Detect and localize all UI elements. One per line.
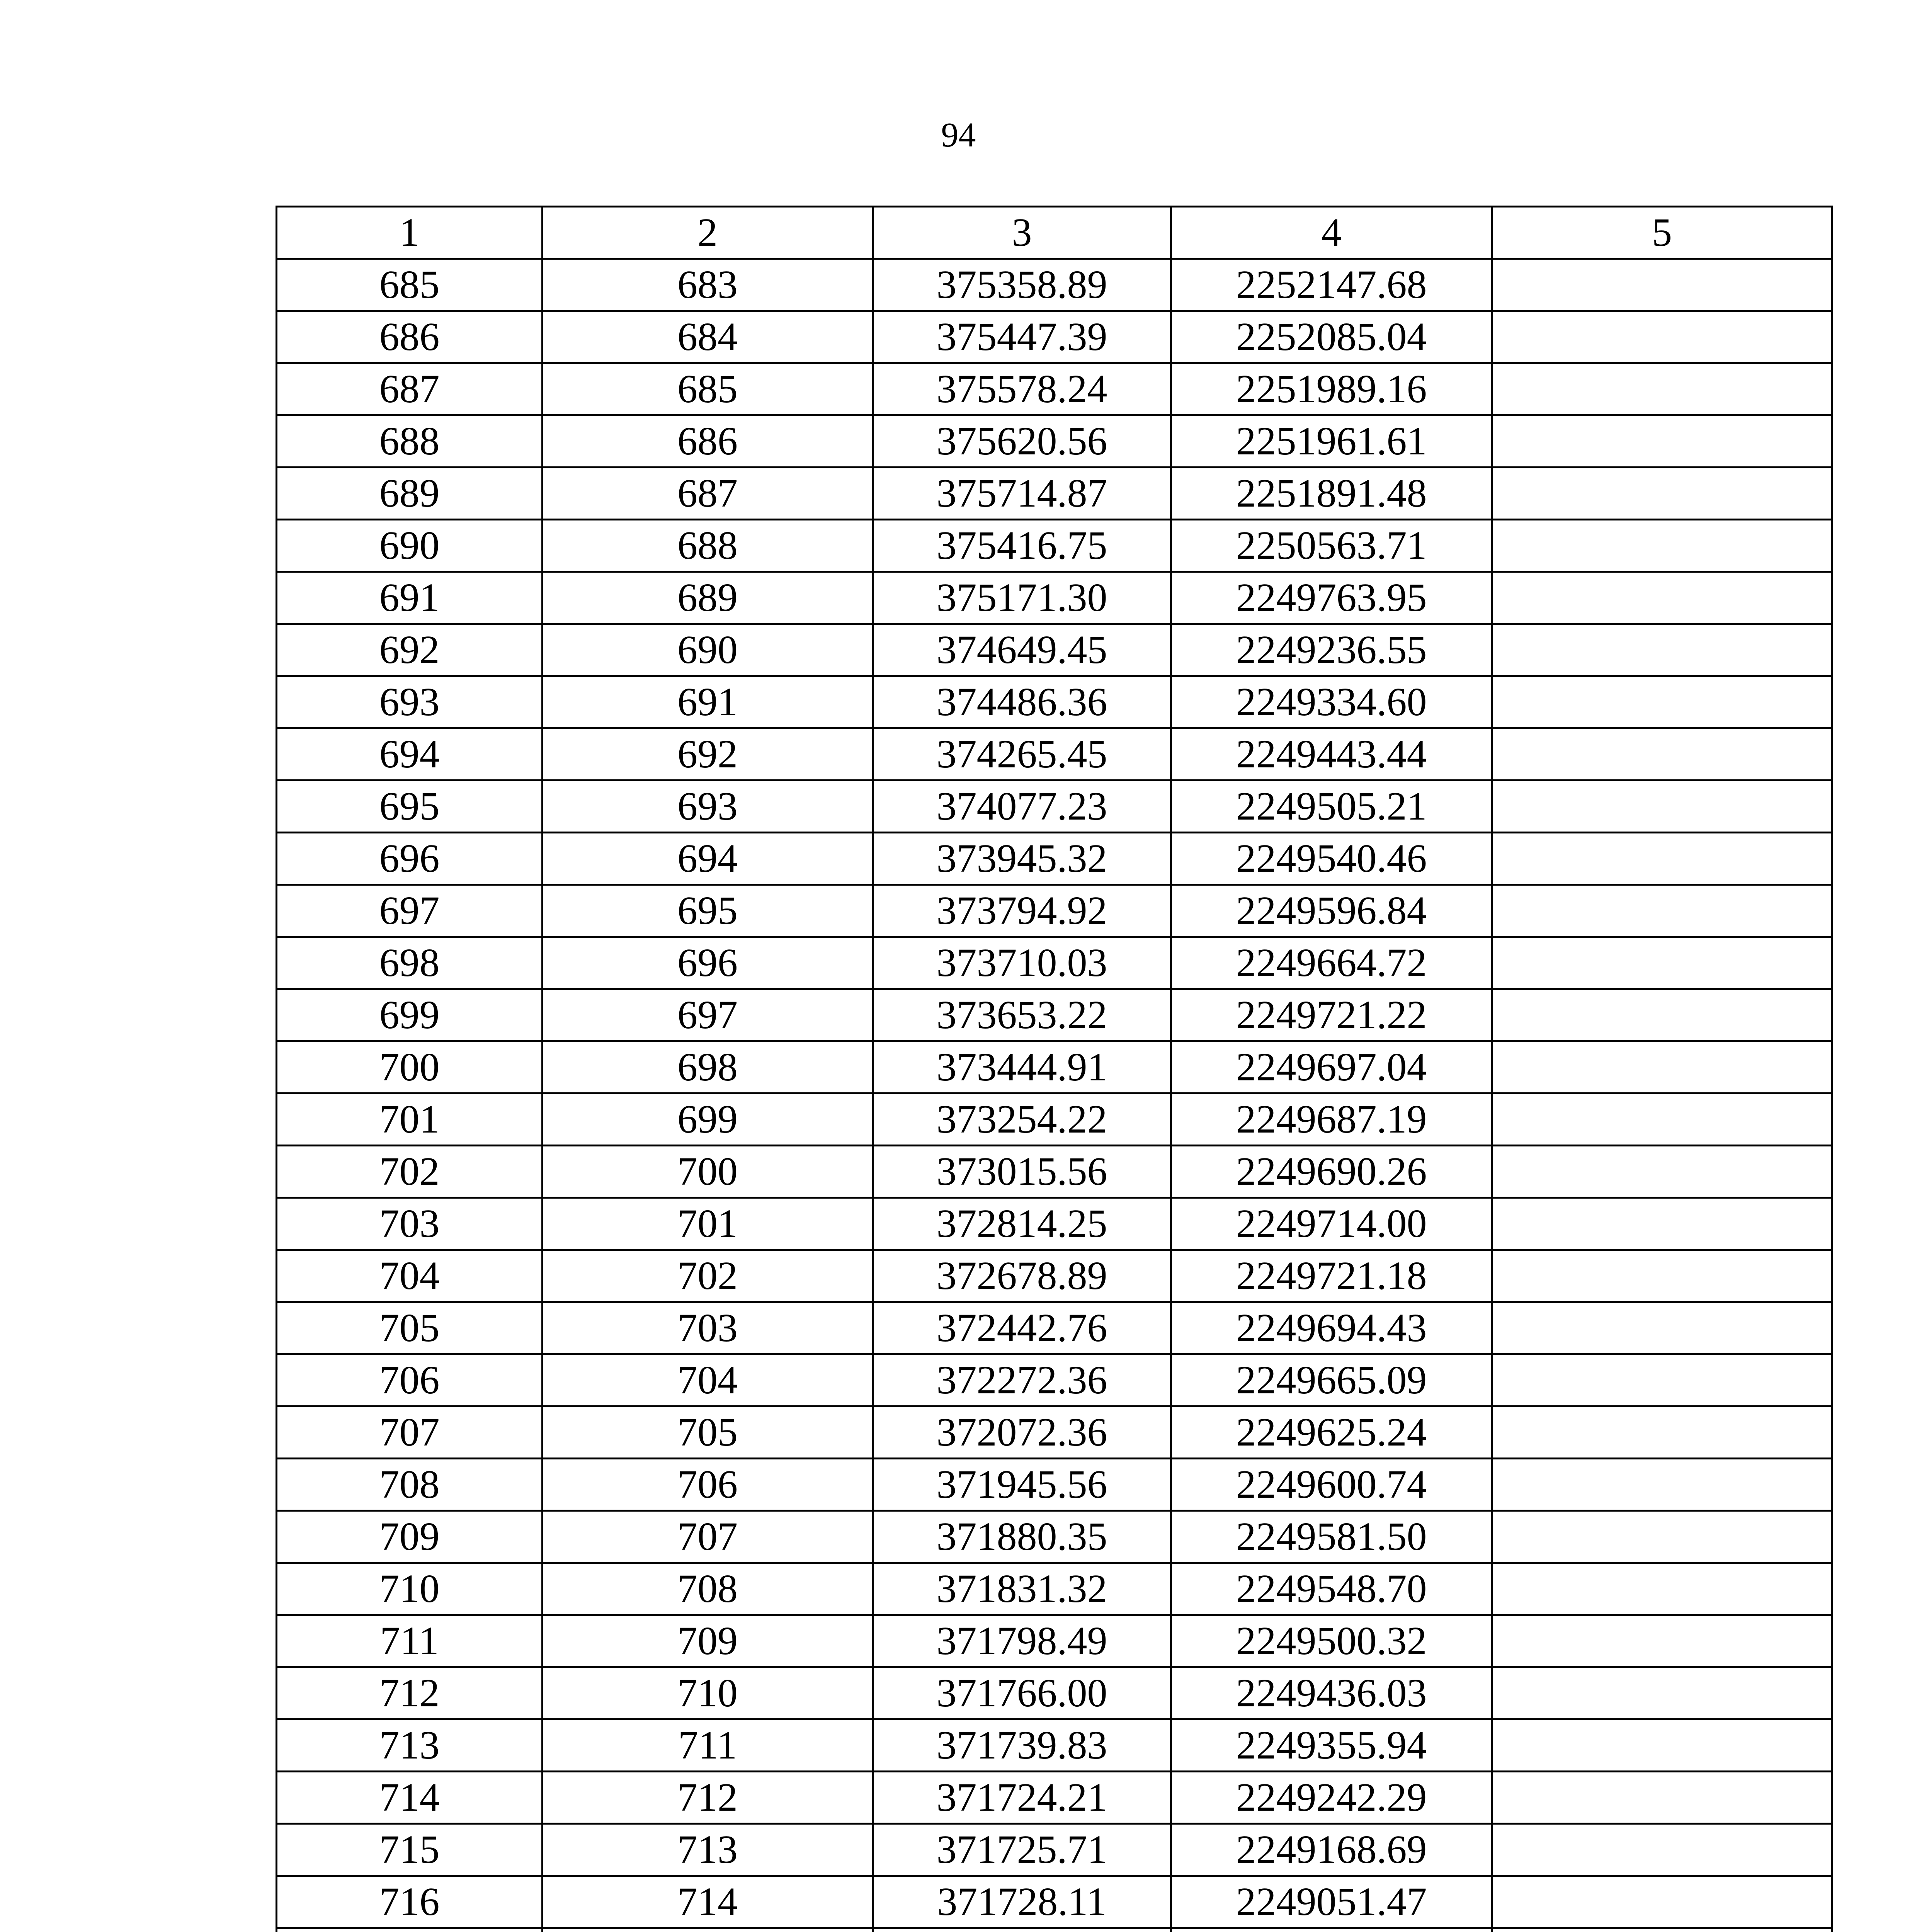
header-cell: 3 — [873, 207, 1171, 259]
table-row — [277, 1719, 1832, 1772]
table-cell: 374077.23 — [873, 781, 1171, 833]
table-row — [277, 728, 1832, 781]
table-cell — [1492, 1772, 1832, 1824]
table-cell: 373254.22 — [873, 1094, 1171, 1146]
table-cell: 684 — [543, 311, 873, 363]
table-cell: 2249500.32 — [1171, 1615, 1492, 1667]
table-cell: 693 — [277, 676, 543, 728]
table-cell — [1492, 1563, 1832, 1615]
table-cell: 705 — [543, 1406, 873, 1459]
table-cell — [1492, 728, 1832, 781]
table-row — [277, 572, 1832, 624]
table-row — [277, 1876, 1832, 1928]
table-row — [277, 1041, 1832, 1094]
table-cell: 2249236.55 — [1171, 624, 1492, 676]
table-cell — [1492, 1667, 1832, 1719]
table-cell: 372072.36 — [873, 1406, 1171, 1459]
table-cell: 2249051.47 — [1171, 1876, 1492, 1928]
table-cell: 702 — [277, 1146, 543, 1198]
table-cell: 700 — [543, 1146, 873, 1198]
table-cell: 709 — [277, 1511, 543, 1563]
table-cell — [1492, 781, 1832, 833]
table-cell — [1492, 1459, 1832, 1511]
table-cell — [1492, 1615, 1832, 1667]
table-cell — [1492, 937, 1832, 989]
table-cell: 375358.89 — [873, 259, 1171, 311]
table-cell: 372814.25 — [873, 1198, 1171, 1250]
table-cell: 2249436.03 — [1171, 1667, 1492, 1719]
table-row — [277, 363, 1832, 415]
table-cell: 373945.32 — [873, 833, 1171, 885]
table-cell: 699 — [277, 989, 543, 1041]
table-cell: 2249242.29 — [1171, 1772, 1492, 1824]
table-cell: 712 — [277, 1667, 543, 1719]
table-cell: 706 — [543, 1459, 873, 1511]
header-cell: 5 — [1492, 207, 1832, 259]
table-cell: 2249334.60 — [1171, 676, 1492, 728]
table-cell: 713 — [543, 1824, 873, 1876]
table-cell — [1492, 1198, 1832, 1250]
table-cell: 689 — [277, 468, 543, 520]
table-cell: 371798.49 — [873, 1615, 1171, 1667]
table-cell: 715 — [277, 1824, 543, 1876]
table-cell: 709 — [543, 1615, 873, 1667]
table-cell: 373710.03 — [873, 937, 1171, 989]
table-cell: 688 — [277, 415, 543, 468]
table-cell: 2249548.70 — [1171, 1563, 1492, 1615]
table-cell: 707 — [543, 1511, 873, 1563]
table-row — [277, 1563, 1832, 1615]
table-cell: 694 — [543, 833, 873, 885]
table-header — [277, 207, 1832, 259]
table-cell: 375620.56 — [873, 415, 1171, 468]
table-cell — [1492, 624, 1832, 676]
table-cell: 702 — [543, 1250, 873, 1302]
table-cell: 700 — [277, 1041, 543, 1094]
table-cell: 371880.35 — [873, 1511, 1171, 1563]
table-cell — [277, 1928, 543, 1932]
table-cell — [1492, 415, 1832, 468]
table-cell: 697 — [277, 885, 543, 937]
table-cell: 2249581.50 — [1171, 1511, 1492, 1563]
table-cell: 374265.45 — [873, 728, 1171, 781]
table-cell: 374486.36 — [873, 676, 1171, 728]
table-row — [277, 1250, 1832, 1302]
table-row — [277, 1615, 1832, 1667]
table-row — [277, 259, 1832, 311]
table-cell — [1492, 363, 1832, 415]
table-cell: 2249714.00 — [1171, 1198, 1492, 1250]
table-row — [277, 1406, 1832, 1459]
table-cell: 2249168.69 — [1171, 1824, 1492, 1876]
table-cell: 697 — [543, 989, 873, 1041]
table-cell — [1492, 1928, 1832, 1932]
header-cell: 4 — [1171, 207, 1492, 259]
table-cell — [1171, 1928, 1492, 1932]
table-cell: 2249355.94 — [1171, 1719, 1492, 1772]
table-cell: 690 — [543, 624, 873, 676]
table-cell: 2249665.09 — [1171, 1354, 1492, 1406]
table-cell: 689 — [543, 572, 873, 624]
table-cell: 373794.92 — [873, 885, 1171, 937]
table-cell — [1492, 1250, 1832, 1302]
table-cell: 375578.24 — [873, 363, 1171, 415]
table-cell — [1492, 1719, 1832, 1772]
table-cell: 692 — [543, 728, 873, 781]
table-row — [277, 311, 1832, 363]
table-cell — [1492, 311, 1832, 363]
table-cell — [1492, 468, 1832, 520]
table-cell: 2249625.24 — [1171, 1406, 1492, 1459]
table-cell: 371831.32 — [873, 1563, 1171, 1615]
table-cell — [543, 1928, 873, 1932]
table-cell: 695 — [277, 781, 543, 833]
table-cell: 714 — [543, 1876, 873, 1928]
table-cell: 371728.11 — [873, 1876, 1171, 1928]
table-cell — [1492, 1041, 1832, 1094]
table-cell — [1492, 1146, 1832, 1198]
table-cell: 374649.45 — [873, 624, 1171, 676]
table-cell — [1492, 1302, 1832, 1354]
table-cell: 371945.56 — [873, 1459, 1171, 1511]
table-cell: 706 — [277, 1354, 543, 1406]
table-row — [277, 1354, 1832, 1406]
table-cell: 698 — [543, 1041, 873, 1094]
table-cell: 2251961.61 — [1171, 415, 1492, 468]
table-row — [277, 1928, 1832, 1932]
table-cell: 375171.30 — [873, 572, 1171, 624]
table-cell: 685 — [277, 259, 543, 311]
table-cell: 371739.83 — [873, 1719, 1171, 1772]
table-cell — [1492, 1511, 1832, 1563]
table-cell: 713 — [277, 1719, 543, 1772]
table-cell: 2249687.19 — [1171, 1094, 1492, 1146]
table-cell: 695 — [543, 885, 873, 937]
table-row — [277, 1146, 1832, 1198]
table-cell: 704 — [543, 1354, 873, 1406]
table-row — [277, 415, 1832, 468]
table-cell: 707 — [277, 1406, 543, 1459]
table-cell: 696 — [543, 937, 873, 989]
table-cell: 2252085.04 — [1171, 311, 1492, 363]
table-cell: 2250563.71 — [1171, 520, 1492, 572]
table-cell: 687 — [543, 468, 873, 520]
table-row — [277, 1772, 1832, 1824]
table-cell: 710 — [277, 1563, 543, 1615]
table-cell: 375416.75 — [873, 520, 1171, 572]
table-cell: 691 — [543, 676, 873, 728]
table-row — [277, 937, 1832, 989]
table-row — [277, 1459, 1832, 1511]
table-cell — [873, 1928, 1171, 1932]
table-cell: 712 — [543, 1772, 873, 1824]
table-row — [277, 520, 1832, 572]
table-cell: 688 — [543, 520, 873, 572]
table-body — [277, 259, 1832, 1932]
table-cell — [1492, 676, 1832, 728]
table-cell: 691 — [277, 572, 543, 624]
table-cell: 708 — [543, 1563, 873, 1615]
table-cell: 372678.89 — [873, 1250, 1171, 1302]
table-cell — [1492, 989, 1832, 1041]
table-cell: 2249694.43 — [1171, 1302, 1492, 1354]
table-cell: 371725.71 — [873, 1824, 1171, 1876]
table-row — [277, 885, 1832, 937]
page-number: 94 — [941, 116, 976, 154]
table-cell: 690 — [277, 520, 543, 572]
table-cell: 705 — [277, 1302, 543, 1354]
table-cell: 699 — [543, 1094, 873, 1146]
table-cell — [1492, 833, 1832, 885]
table-cell: 2249763.95 — [1171, 572, 1492, 624]
table-cell: 692 — [277, 624, 543, 676]
table-cell: 716 — [277, 1876, 543, 1928]
table-cell: 694 — [277, 728, 543, 781]
table-cell: 2249697.04 — [1171, 1041, 1492, 1094]
table-cell: 372272.36 — [873, 1354, 1171, 1406]
table-cell: 704 — [277, 1250, 543, 1302]
table-row — [277, 1094, 1832, 1146]
table-cell — [1492, 1094, 1832, 1146]
table-cell: 714 — [277, 1772, 543, 1824]
table-cell: 701 — [277, 1094, 543, 1146]
table-cell: 373015.56 — [873, 1146, 1171, 1198]
table-cell: 375447.39 — [873, 311, 1171, 363]
table-cell: 2252147.68 — [1171, 259, 1492, 311]
table-cell — [1492, 520, 1832, 572]
table-cell: 698 — [277, 937, 543, 989]
table-cell: 375714.87 — [873, 468, 1171, 520]
table-cell: 683 — [543, 259, 873, 311]
table-cell: 2251989.16 — [1171, 363, 1492, 415]
table-cell: 371766.00 — [873, 1667, 1171, 1719]
table-cell: 693 — [543, 781, 873, 833]
table-row — [277, 676, 1832, 728]
table-cell — [1492, 1354, 1832, 1406]
table-row — [277, 468, 1832, 520]
table-row — [277, 1667, 1832, 1719]
table-row — [277, 624, 1832, 676]
table-row — [277, 1198, 1832, 1250]
table-cell: 2249721.18 — [1171, 1250, 1492, 1302]
table-cell: 2249443.44 — [1171, 728, 1492, 781]
table-cell: 2249721.22 — [1171, 989, 1492, 1041]
table-cell: 703 — [277, 1198, 543, 1250]
table-cell: 2249600.74 — [1171, 1459, 1492, 1511]
table-row — [277, 1511, 1832, 1563]
table-cell — [1492, 259, 1832, 311]
table-cell: 373444.91 — [873, 1041, 1171, 1094]
table-cell: 686 — [277, 311, 543, 363]
table-cell: 2249664.72 — [1171, 937, 1492, 989]
table-cell: 373653.22 — [873, 989, 1171, 1041]
table-cell: 687 — [277, 363, 543, 415]
table-cell: 372442.76 — [873, 1302, 1171, 1354]
table-cell: 2249690.26 — [1171, 1146, 1492, 1198]
table-cell: 2251891.48 — [1171, 468, 1492, 520]
table-cell: 696 — [277, 833, 543, 885]
table-cell: 710 — [543, 1667, 873, 1719]
table-cell — [1492, 1406, 1832, 1459]
table-cell: 2249596.84 — [1171, 885, 1492, 937]
table-cell: 371724.21 — [873, 1772, 1171, 1824]
table-row — [277, 1824, 1832, 1876]
table-cell: 711 — [543, 1719, 873, 1772]
header-cell: 1 — [277, 207, 543, 259]
table-cell: 2249540.46 — [1171, 833, 1492, 885]
table-row — [277, 989, 1832, 1041]
table-cell: 711 — [277, 1615, 543, 1667]
table-cell — [1492, 1824, 1832, 1876]
table-cell: 685 — [543, 363, 873, 415]
table-cell: 708 — [277, 1459, 543, 1511]
table-cell: 703 — [543, 1302, 873, 1354]
table-cell: 701 — [543, 1198, 873, 1250]
table-cell: 686 — [543, 415, 873, 468]
table-cell — [1492, 572, 1832, 624]
table-cell — [1492, 885, 1832, 937]
table-cell: 2249505.21 — [1171, 781, 1492, 833]
coordinates-table — [276, 206, 1833, 1932]
table-row — [277, 781, 1832, 833]
table-row — [277, 833, 1832, 885]
header-row — [277, 207, 1832, 259]
header-cell: 2 — [543, 207, 873, 259]
table-row — [277, 1302, 1832, 1354]
table-cell — [1492, 1876, 1832, 1928]
